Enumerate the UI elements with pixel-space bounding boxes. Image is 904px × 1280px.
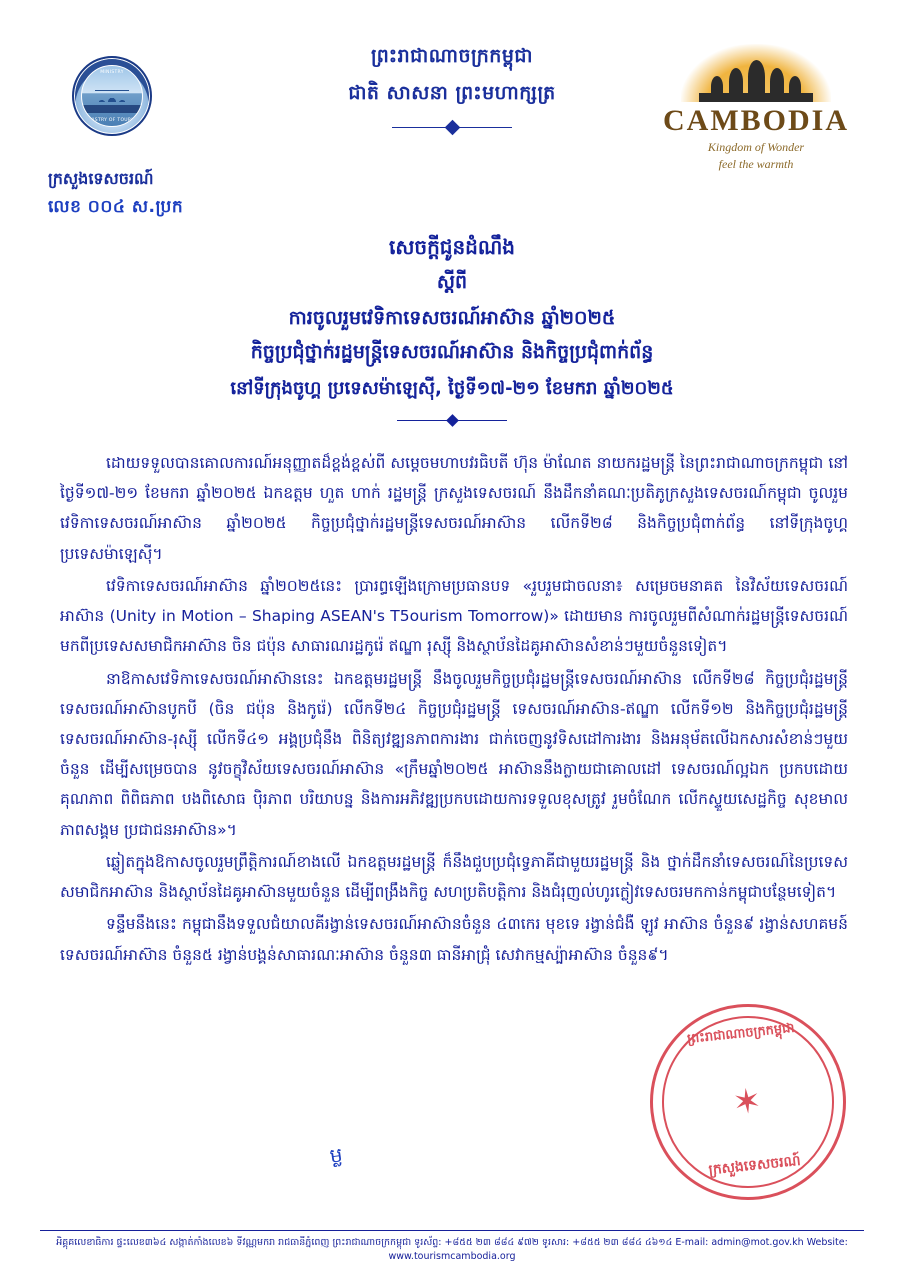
motto-line-2: ជាតិ សាសនា ព្រះមហាក្សត្រ (348, 82, 556, 104)
ornament-divider-icon (392, 121, 512, 133)
document-number-prefix: លេខ (48, 197, 82, 217)
stamp-top-text: ព្រះរាជាណាចក្រកម្ពុជា (686, 1020, 796, 1047)
paragraph-1: ដោយទទួលបានគោលការណ៍អនុញ្ញាតដ៏ខ្ពង់ខ្ពស់ពី សម្តេចមហាបវរធិបតី ហ៊ុន ម៉ាណែត នាយករដ្ឋមន្ត្រី នៃព្រះរាជាណាចក្រកម្ពុជា នៅថ្ងៃទី១៧-២១ ខែមករា ឆ្នាំ២០២៥ ឯកឧត្តម ហួត ហាក់ រដ្ឋមន្ត្រី ក្រសួងទេសចរណ៍ នឹងដឹកនាំគណៈប្រតិភូក្រសួងទេសចរណ៍កម្ពុជា ចូលរួមវេទិកាទេសចរណ៍អាស៊ាន ឆ្នាំ២០២៥ កិច្ចប្រជុំថ្នាក់រដ្ឋមន្ត្រីទេសចរណ៍អាស៊ាន លើកទី២៨ និងកិច្ចប្រជុំពាក់ព័ន្ធ នៅទីក្រុងចូហ្គ ប្រទេសម៉ាឡេស៊ី។ (60, 454, 848, 563)
angkor-temple-icon (681, 44, 831, 102)
brand-wordmark: CAMBODIA (663, 104, 849, 137)
paragraph-5: ទន្ទឹមនឹងនេះ កម្ពុជានឹងទទួលជំយាលគីរង្វាន់ទេសចរណ៍អាស៊ានចំនួន ៤៣កេរ មុខទេ រង្វាន់ជំងឺ ឡូវ អាស៊ាន ចំនួន៩ រង្វាន់សហគមន៍ទេសចរណ៍អាស៊ាន ចំនួន៥ រង្វាន់បង្គន់សាធារណៈអាស៊ាន ចំនួន៣ ធានីអាជ្រុំ សេវាកម្មស្ប៉ាអាស៊ាន ចំនួន៩។ (60, 915, 848, 964)
seal-bottom-text: MINISTRY OF TOURISM (83, 118, 141, 123)
ministry-label: ក្រសួងទេសចរណ៍ (48, 169, 154, 188)
signature-mark: ម្ល (328, 1142, 345, 1168)
title-location-date: នៅទីក្រុងចូហ្គ ប្រទេសម៉ាឡេស៊ី, ថ្ងៃទី១៧-២១ ខែមករា ឆ្នាំ២០២៥ (230, 378, 674, 399)
seal-top-text: MINISTRY (100, 70, 124, 75)
brand-tagline-2: feel the warmth (718, 157, 794, 171)
stamp-bottom-text: ក្រសួងទេសចរណ៍ (707, 1152, 802, 1179)
cambodia-brand-logo (656, 44, 856, 172)
ministry-seal-icon (72, 56, 152, 136)
title-subject-line-2: កិច្ចប្រជុំថ្នាក់រដ្ឋមន្ត្រីទេសចរណ៍អាស៊ាន និងកិច្ចប្រជុំពាក់ព័ន្ធ (250, 341, 654, 363)
stamp-center-emblem-icon: ✶ (730, 1080, 766, 1124)
document-number-value: ០០៤ (87, 197, 126, 217)
title-subject-line-1: ការចូលរួមវេទិកាទេសចរណ៍អាស៊ាន ឆ្នាំ២០២៥ (288, 307, 616, 329)
national-motto (230, 44, 674, 133)
paragraph-3: នាឱកាសវេទិកាទេសចរណ៍អាស៊ាននេះ ឯកឧត្តមរដ្ឋមន្ត្រី នឹងចូលរួមកិច្ចប្រជុំរដ្ឋមន្ត្រីទេសចរណ៍អាស៊ាន លើកទី២៨ កិច្ចប្រជុំរដ្ឋមន្ត្រីទេសចរណ៍អាស៊ានបូកបី (ចិន ជប៉ុន និងកូរ៉េ) លើកទី២៤ កិច្ចប្រជុំរដ្ឋមន្ត្រី ទេសចរណ៍អាស៊ាន-ឥណ្ឌា លើកទី១២ និងកិច្ចប្រជុំរដ្ឋមន្ត្រីទេសចរណ៍អាស៊ាន-រុស្ស៊ី លើកទី៤១ អង្គប្រជុំនឹង ពិនិត្យវឌ្ឍនភាពការងារ ជាក់ចេញនូវទិសដៅការងារ និងអនុម័តលើឯកសារសំខាន់ៗមួយចំនួន ដើម្បីសម្រេចបាន នូវចក្ខុវិស័យទេសចរណ៍អាស៊ាន «ក្រឹមឆ្នាំ២០២៥ អាស៊ាននឹងក្លាយជាគោលដៅ ទេសចរណ៍ល្អឯក ប្រកបដោយ គុណភាព ពិពិធភាព បងពិសោធ ប៉ិរភាព បរិយាបន្ន និងការអភិវឌ្ឍប្រកបដោយការទទួលខុសត្រូវ រួមចំណែក លើកស្ទួយសេដ្ឋកិច្ច សុខមាលភាពសង្គម ប្រជាជនអាស៊ាន»។ (60, 669, 848, 839)
ornament-divider-secondary-icon (397, 415, 507, 425)
official-stamp-icon (640, 994, 855, 1209)
title-subject-label: ស្តីពី (436, 271, 468, 293)
paragraph-2: វេទិកាទេសចរណ៍អាស៊ាន ឆ្នាំ២០២៥នេះ ប្រារព្ធឡើងក្រោមប្រធានបទ «រួបរួមជាចលនា៖ សម្រេចមនាគត នៃវិស័យទេសចរណ៍អាស៊ាន (Unity in Motion – Shaping ASEAN's T5ourism Tomorrow)» ដោយមាន ការចូលរួមពីសំណាក់រដ្ឋមន្ត្រីទេសចរណ៍មកពីប្រទេសសមាជិកអាស៊ាន ចិន ជប៉ុន សាធារណរដ្ឋកូរ៉េ ឥណ្ឌា រុស្ស៊ី និងស្ថាប័នដៃគូអាស៊ានសំខាន់ៗមួយចំនួនទៀត។ (60, 576, 848, 656)
brand-tagline-1: Kingdom of Wonder (707, 140, 805, 154)
document-number-suffix: ស.ប្រក (131, 197, 184, 217)
paragraph-4: ឆ្លៀតក្នុងឱកាសចូលរួមព្រឹត្តិការណ៍ខាងលើ ឯកឧត្តមរដ្ឋមន្ត្រី ក៏នឹងជួបប្រជុំទ្វេភាគីជាមួយរដ្ឋមន្ត្រី និង ថ្នាក់ដឹកនាំទេសចរណ៍នៃប្រទេសសមាជិកអាស៊ាន និងស្ថាប័នដៃគូអាស៊ានមួយចំនួន ដើម្បីពង្រឹងកិច្ច សហប្រតិបត្តិការ និងជំរុញល់ហូរក្លៀវទេសចរមកកាន់កម្ពុជាបន្ថែមទៀត។ (60, 852, 848, 902)
document-header (0, 0, 904, 170)
motto-line-1: ព្រះរាជាណាចក្រកម្ពុជា (371, 45, 533, 67)
document-body (60, 448, 848, 972)
title-block (60, 234, 844, 425)
document-number (48, 196, 183, 221)
document-footer: អិគ្គុគលេខាធិការ ផ្ទះលេខ៣៦៤ សង្កាត់កាំងលេខ៦ ទីវណ្ណមករា រាជធានីភ្នំពេញ ព្រះរាជាណាចក្រកម្ពុជា ទូរស័ព្ទ: +៨៥៥ ២៣ ៨៨៤ ៩៧២ ទូរសារ: +៨៥៥ ២៣ ៨៨៤ ៤៦១៤ E-mail: admin@mot.gov.kh Website: www.tourismcambodia.org (40, 1230, 864, 1265)
page-title: សេចក្តីជូនដំណឹង (389, 235, 515, 259)
